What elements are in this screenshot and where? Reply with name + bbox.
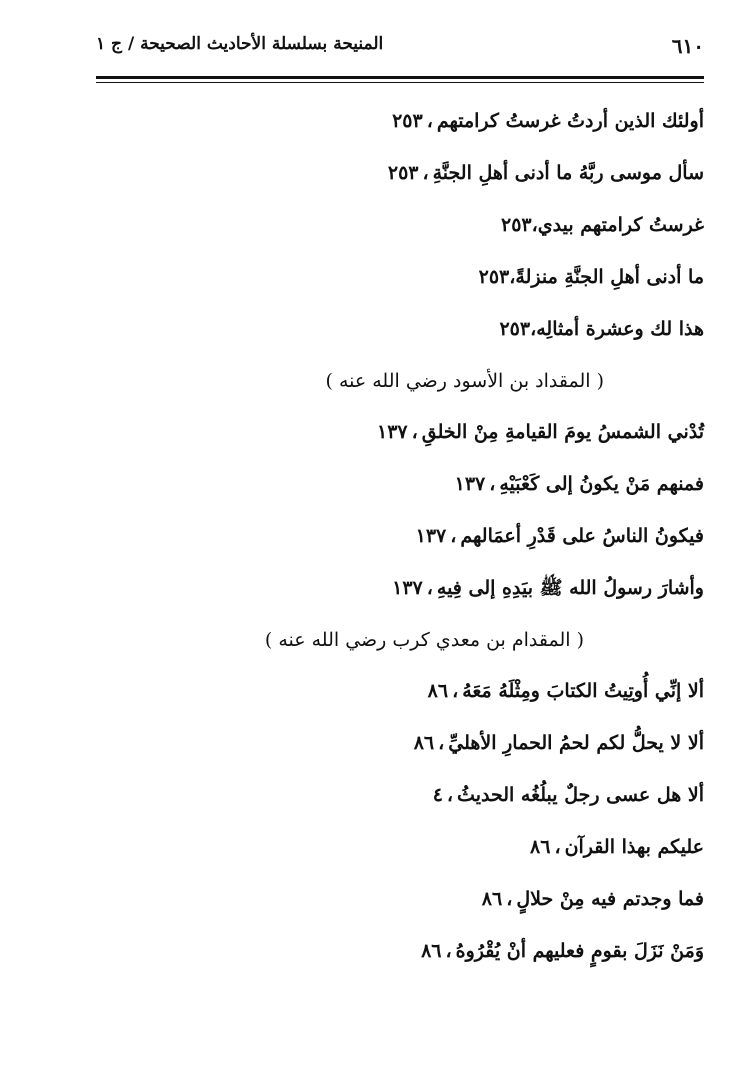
entry-text: سأل موسى ربَّهُ ما أدنى أهلِ الجنَّةِ [432, 162, 704, 184]
entry-text: عليكم بهذا القرآن [564, 836, 704, 858]
header-rule-thin [96, 82, 704, 83]
header-rule-thick [96, 76, 704, 79]
entry-separator: ، [445, 940, 452, 962]
entry-text: ما أدنى أهلِ الجنَّةِ منزلةً، [509, 266, 704, 288]
section-heading: ( المقدام بن معدي كرب رضي الله عنه ) [264, 629, 584, 651]
entry-reference: ٤ [432, 784, 443, 806]
index-entry [96, 212, 704, 239]
index-entry [96, 160, 704, 187]
entry-separator: ، [411, 421, 418, 443]
section-heading: ( المقداد بن الأسود رضي الله عنه ) [325, 370, 604, 392]
index-entry [96, 523, 704, 550]
entry-separator: ، [426, 110, 433, 132]
entry-text: ألا لا يحلُّ لكم لحمُ الحمارِ الأهليِّ [448, 732, 704, 754]
index-content [96, 108, 704, 990]
entry-reference: ٨٦ [530, 836, 551, 858]
entry-text: هذا لك وعشرة أمثالِه، [530, 318, 704, 340]
entry-text: فيكونُ الناسُ على قَدْرِ أعمَالهم [460, 525, 704, 547]
entry-separator: ، [426, 577, 433, 599]
index-entry [96, 471, 704, 498]
entry-reference: ٨٦ [421, 940, 442, 962]
entry-separator: ، [450, 525, 457, 547]
entry-reference: ١٣٧ [415, 525, 447, 547]
entry-separator: ، [452, 680, 459, 702]
index-entry [96, 834, 704, 861]
entry-text: تُدْني الشمسُ يومَ القيامةِ مِنْ الخلقِ [421, 421, 704, 443]
entry-text: وَمَنْ نَزَلَ بقومٍ فعليهم أنْ يُقْرُوهُ [455, 940, 704, 962]
index-entry [96, 678, 704, 705]
index-entry [96, 730, 704, 757]
entry-text: ألا هل عسى رجلٌ يبلُغُه الحديثُ [457, 784, 704, 806]
entry-reference: ٢٥٣ [478, 266, 510, 288]
index-entry [96, 938, 704, 965]
entry-text: فمنهم مَنْ يكونُ إلى كَعْبَيْهِ [499, 473, 704, 495]
index-entry [96, 419, 704, 446]
entry-reference: ٢٥٣ [501, 214, 532, 236]
entry-reference: ٢٥٣ [499, 318, 531, 340]
entry-separator: ، [489, 473, 496, 495]
entry-reference: ٢٥٣ [387, 162, 419, 184]
entry-reference: ١٣٧ [377, 421, 408, 443]
entry-reference: ٨٦ [413, 732, 435, 754]
entry-reference: ٨٦ [481, 888, 503, 910]
running-title: المنيحة بسلسلة الأحاديث الصحيحة / ج ١ [96, 34, 384, 54]
entry-text: غرستُ كرامتهم بيدي، [531, 214, 704, 236]
entry-separator: ، [446, 784, 454, 806]
entry-reference: ١٣٧ [454, 473, 486, 495]
entry-text: أولئك الذين أردتُ غرستُ كرامتهم [436, 110, 704, 132]
index-entry [96, 575, 704, 602]
entry-reference: ٨٦ [427, 680, 449, 702]
entry-separator: ، [506, 888, 513, 910]
entry-reference: ١٣٧ [392, 577, 423, 599]
page-header [96, 30, 704, 70]
index-entry [96, 316, 704, 343]
index-entry [96, 108, 704, 135]
entry-text: وأشارَ رسولُ الله ﷺ بيَدِهِ إلى فِيهِ [436, 577, 704, 599]
entry-separator: ، [422, 162, 429, 184]
entry-separator: ، [438, 732, 445, 754]
index-entry [96, 782, 704, 809]
entry-text: ألا إنِّي أُوتِيتُ الكتابَ ومِثْلَهُ مَعَهُ [462, 680, 704, 702]
entry-text: فما وجدتم فيه مِنْ حلالٍ [516, 888, 704, 910]
entry-reference: ٢٥٣ [392, 110, 423, 132]
entry-separator: ، [554, 836, 561, 858]
page-number: ٦١٠ [671, 34, 704, 58]
index-entry [96, 886, 704, 913]
index-entry [96, 264, 704, 291]
